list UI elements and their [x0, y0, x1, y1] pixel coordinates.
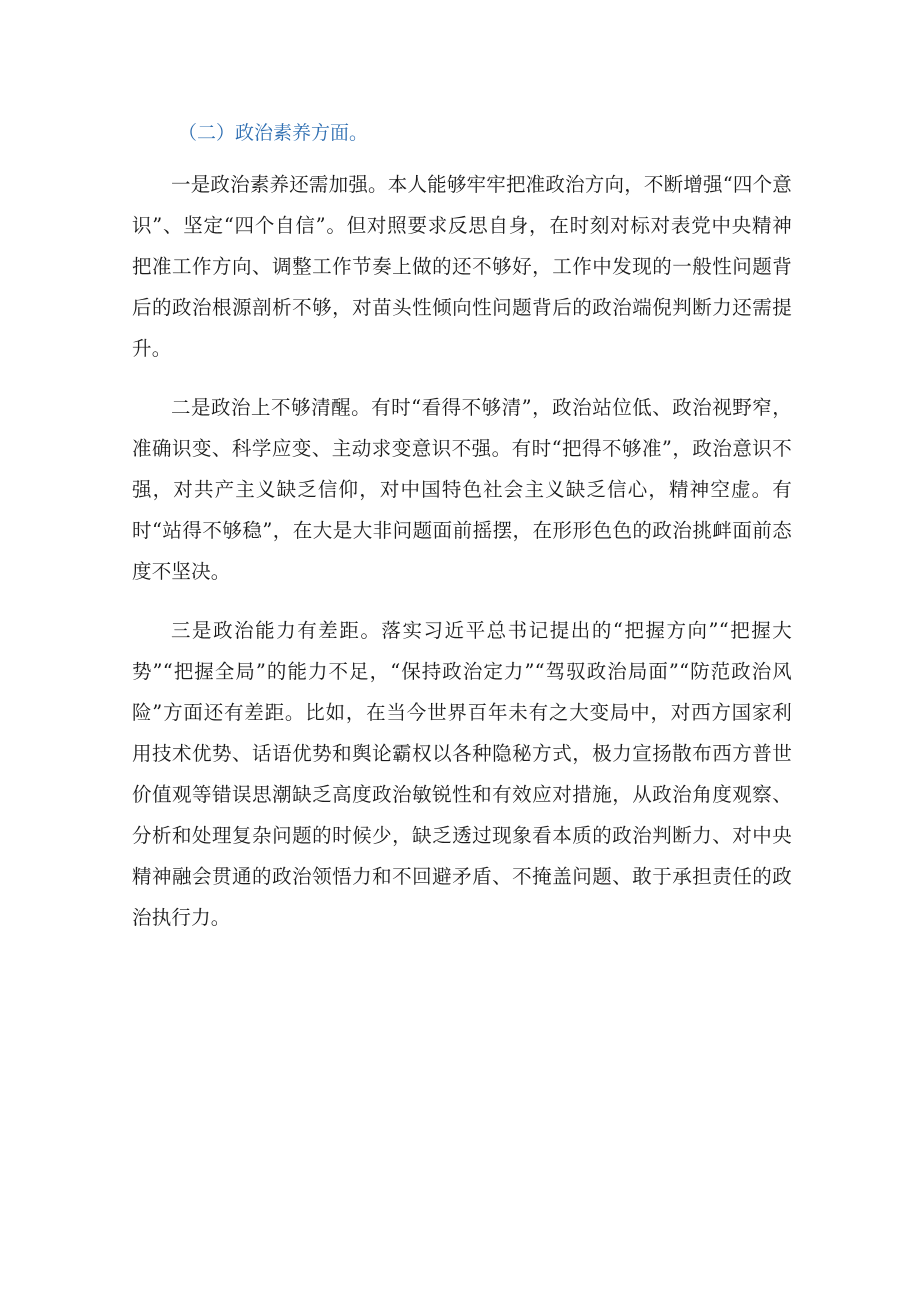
paragraph-political-ability: 三是政治能力有差距。落实习近平总书记提出的“把握方向”“把握大势”“把握全局”的能力不足，“保持政治定力”“驾驭政治局面”“防范政治风险”方面还有差距。比如，在当今世界百年未有之大变局中，对西方国家利用技术优势、话语优势和舆论霸权以各种隐秘方式，极力宣扬散布西方普世价值观等错误思潮缺乏高度政治敏锐性和有效应对措施，从政治角度观察、分析和处理复杂问题的时候少，缺乏透过现象看本质的政治判断力、对中央精神融会贯通的政治领悟力和不回避矛盾、不掩盖问题、敢于承担责任的政治执行力。 — [132, 619, 792, 929]
paragraph-political-quality: 一是政治素养还需加强。本人能够牢牢把准政治方向，不断增强“四个意识”、坚定“四个自信”。但对照要求反思自身，在时刻对标对表党中央精神把准工作方向、调整工作节奏上做的还不够好，工作中发现的一般性问题背后的政治根源剖析不够，对苗头性倾向性问题背后的政治端倪判断力还需提升。 — [132, 173, 792, 360]
section-heading: （二）政治素养方面。 — [178, 122, 369, 144]
document-body — [132, 114, 792, 956]
paragraph-political-clarity: 二是政治上不够清醒。有时“看得不够清”，政治站位低、政治视野窄，准确识变、科学应变、主动求变意识不强。有时“把得不够准”，政治意识不强，对共产主义缺乏信仰，对中国特色社会主义缺乏信心，精神空虚。有时“站得不够稳”，在大是大非问题面前摇摆，在形形色色的政治挑衅面前态度不坚决。 — [132, 396, 792, 583]
